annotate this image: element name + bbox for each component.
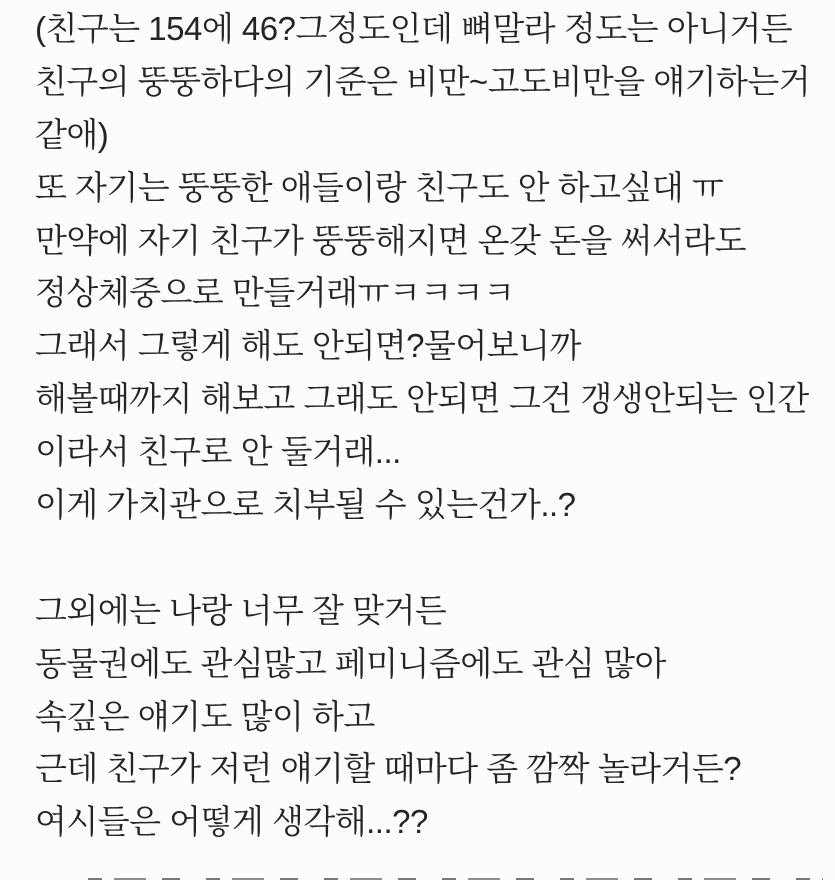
post-line: 같애) [35, 115, 109, 153]
post-line: 그외에는 나랑 너무 잘 맞거든 [35, 591, 447, 629]
post-line: 친구의 뚱뚱하다의 기준은 비만~고도비만을 얘기하는거 [35, 62, 811, 100]
post-line: 이라서 친구로 안 둘거래... [35, 433, 401, 471]
post-line: 또 자기는 뚱뚱한 애들이랑 친구도 안 하고싶대 ㅠ [35, 168, 724, 206]
post-line: 이게 가치관으로 치부될 수 있는건가..? [35, 486, 576, 524]
post-line: 동물권에도 관심많고 페미니즘에도 관심 많아 [35, 644, 666, 682]
post-line-blank [35, 532, 830, 585]
post-line: 만약에 자기 친구가 뚱뚱해지면 온갖 돈을 써서라도 [35, 221, 746, 259]
post-line: (친구는 154에 46?그정도인데 뼈말라 정도는 아니거든 [35, 10, 793, 47]
post-line: 속깊은 얘기도 많이 하고 [35, 697, 375, 735]
post-line: 여시들은 어떻게 생각해...?? [35, 803, 428, 841]
post-line: 해볼때까지 해보고 그래도 안되면 그건 갱생안되는 인간 [35, 380, 809, 418]
post-line: 근데 친구가 저런 얘기할 때마다 좀 깜짝 놀라거든? [35, 750, 742, 788]
post-body [35, 3, 830, 849]
post-line: 그래서 그렇게 해도 안되면?물어보니까 [35, 327, 581, 365]
post-line: 정상체중으로 만들거래ㅠㅋㅋㅋㅋ [35, 274, 515, 312]
